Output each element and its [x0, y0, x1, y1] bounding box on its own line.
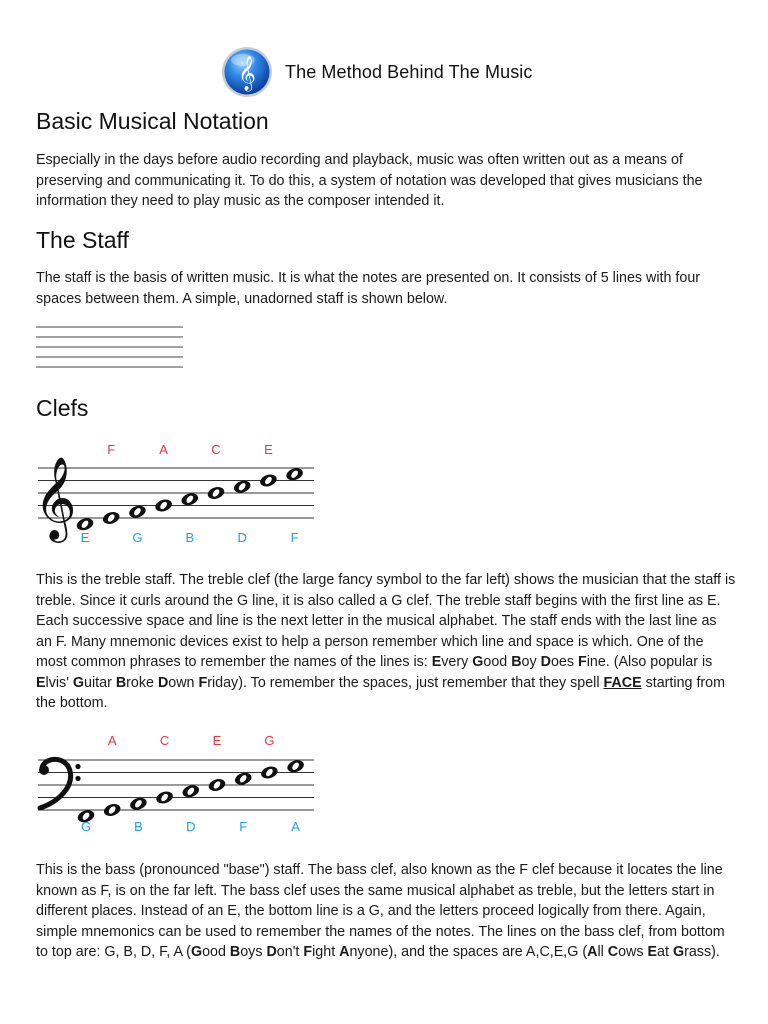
mnemonic-initial: D — [266, 944, 277, 960]
bass-note — [286, 758, 306, 774]
site-title: The Method Behind The Music — [285, 61, 533, 82]
bass-note — [233, 771, 253, 787]
bass-space-letter: G — [264, 733, 275, 748]
bass-space-letter: A — [107, 733, 117, 748]
mnemonic-initial: A — [339, 944, 350, 960]
mnemonic-initial: F — [577, 654, 587, 670]
bass-line-letter: B — [134, 819, 143, 834]
treble-note — [180, 491, 200, 507]
mnemonic-initial: A — [587, 944, 598, 960]
bass-line-letters — [81, 819, 300, 834]
plain-staff-figure — [36, 318, 186, 374]
bass-note — [155, 790, 175, 806]
treble-line-letter: D — [237, 530, 247, 545]
mnemonic-initial: D — [157, 674, 169, 691]
mnemonic-initial: E — [647, 944, 658, 960]
treble-space-letter: F — [107, 442, 116, 457]
treble-space-letter: C — [211, 442, 221, 457]
treble-note — [206, 485, 226, 501]
heading-the-staff: The Staff — [36, 227, 129, 253]
mnemonic-initial: F — [303, 944, 313, 960]
mnemonic-initial: G — [190, 944, 203, 960]
treble-note — [101, 510, 121, 526]
treble-line-letter: E — [80, 530, 90, 545]
paragraph-bass: This is the bass (pronounced "base") staff. The bass clef, also known as the F clef because it locates the line known as F, is on the far left. The bass clef uses the same musical alphabet as treble, but the letters start in different places. Instead of an E, the bottom line is a G, and the letters proceed logically from there. Again, simple mnemonics can be used to remember the names of the notes. The lines on the bass clef, from bottom to top are: G, B, D, F, A (Good Boys Don't Fight Anyone), and the spaces are A,C,E,G (All Cows Eat Grass). — [36, 862, 725, 960]
mnemonic-initial: G — [672, 944, 685, 960]
mnemonic-initial: B — [511, 654, 522, 670]
bass-space-letter: E — [212, 733, 222, 748]
bass-note — [102, 802, 122, 818]
mnemonic-initial: B — [229, 944, 241, 960]
svg-text:𝄞: 𝄞 — [238, 56, 256, 91]
treble-line-letter: B — [185, 530, 195, 545]
treble-note — [232, 479, 252, 495]
treble-space-letter: E — [264, 442, 273, 457]
mnemonic-initial: C — [607, 944, 619, 960]
bass-note — [129, 796, 149, 812]
bass-notes — [76, 758, 305, 824]
bass-space-letters — [108, 733, 275, 748]
mnemonic-initial: G — [72, 674, 85, 691]
paragraph-treble: This is the treble staff. The treble clef (the large fancy symbol to the far left) shows the musician that the staff is treble. Since it curls around the G line, it is also called a G clef. The treble staff begins with the first line as E. Each successive space and line is the next letter in the musical alphabet. The staff ends with the last line as an F. Many mnemonic devices exist to help a person remember which line and space is which. One of the most common phrases to remember the names of the lines is: Every Good Boy Does Fine. (Also popular is Elvis' Guitar Broke Down Friday). To remember the spaces, just remember that they spell FACE starting from the bottom. — [36, 572, 736, 711]
treble-clef-orb-icon — [221, 46, 273, 98]
face-mnemonic: FACE — [603, 674, 642, 691]
treble-staff-figure — [30, 435, 320, 555]
bass-staff-figure — [30, 728, 320, 848]
bass-line-letter: F — [239, 819, 248, 834]
mnemonic-initial: B — [115, 674, 127, 691]
treble-note — [285, 466, 305, 482]
treble-clef-icon: 𝄞 — [34, 455, 77, 539]
mnemonic-initial: F — [198, 674, 208, 691]
bass-line-letter: G — [80, 819, 92, 834]
bass-note — [181, 783, 201, 799]
treble-line-letters — [81, 530, 299, 545]
paragraph-staff: The staff is the basis of written music. It is what the notes are presented on. It consists of 5 lines with four spaces between them. A simple, unadorned staff is shown below. — [36, 270, 701, 307]
treble-space-letter: A — [159, 442, 168, 457]
treble-note — [154, 498, 174, 514]
bass-line-letter: D — [186, 819, 196, 834]
bass-note — [207, 777, 227, 793]
treble-space-letters — [107, 442, 273, 457]
bass-note — [260, 765, 280, 781]
staff-lines — [36, 327, 183, 367]
bass-clef-icon — [39, 759, 81, 808]
treble-note — [259, 473, 279, 489]
site-header — [221, 46, 533, 98]
heading-basic-notation: Basic Musical Notation — [36, 108, 269, 134]
mnemonic-initial: D — [540, 654, 551, 670]
bass-line-letter: A — [291, 819, 300, 834]
treble-line-letter: F — [290, 530, 299, 545]
heading-clefs: Clefs — [36, 395, 89, 421]
treble-line-letter: G — [132, 530, 143, 545]
treble-notes — [75, 466, 304, 532]
treble-note — [128, 504, 148, 520]
mnemonic-initial: E — [36, 674, 46, 691]
mnemonic-initial: G — [472, 654, 484, 670]
mnemonic-initial: E — [431, 654, 442, 670]
bass-space-letter: C — [159, 733, 170, 748]
paragraph-intro: Especially in the days before audio recording and playback, music was often written out as a means of preserving and communicating it. To do this, a system of notation was developed that gives musicians the information they need to play music as the composer intended it. — [36, 152, 703, 209]
